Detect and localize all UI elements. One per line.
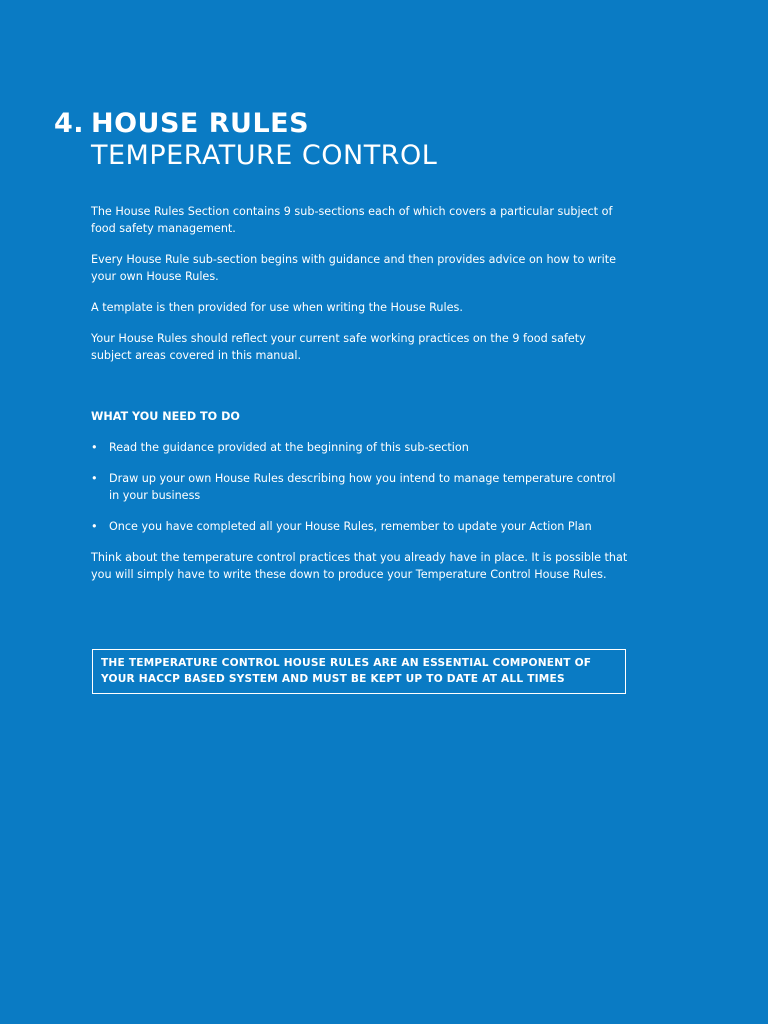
body-content [91,203,629,597]
what-you-need-to-do-heading: WHAT YOU NEED TO DO [91,410,240,423]
section-subtitle: TEMPERATURE CONTROL [91,140,438,171]
action-bullet-item: • Read the guidance provided at the beginning of this sub-section [91,439,629,456]
closing-paragraph: Think about the temperature control practices that you already have in place. It is possible that you will simply have to write these down to produce your Temperature Control House Rules. [91,551,628,581]
action-bullet-list [91,439,629,535]
section-title: HOUSE RULES [91,108,310,139]
important-notice-text: THE TEMPERATURE CONTROL HOUSE RULES ARE AN ESSENTIAL COMPONENT OF YOUR HACCP BASED SYSTEM AND MUST BE KEPT UP TO DATE AT ALL TIMES [101,657,592,685]
action-bullet-item: • Draw up your own House Rules describing how you intend to manage temperature control in your business [91,470,629,504]
section-heading [54,108,714,172]
important-notice-box [92,649,626,694]
intro-paragraph: Your House Rules should reflect your current safe working practices on the 9 food safety subject areas covered in this manual. [91,332,586,362]
intro-paragraph: Every House Rule sub-section begins with guidance and then provides advice on how to write your own House Rules. [91,253,617,283]
action-bullet-item: • Once you have completed all your House Rules, remember to update your Action Plan [91,518,629,535]
section-heading-line [54,108,714,140]
intro-paragraph: The House Rules Section contains 9 sub-sections each of which covers a particular subject of food safety management. [91,205,613,235]
intro-paragraph: A template is then provided for use when writing the House Rules. [91,301,463,314]
section-number: 4. [54,108,85,139]
